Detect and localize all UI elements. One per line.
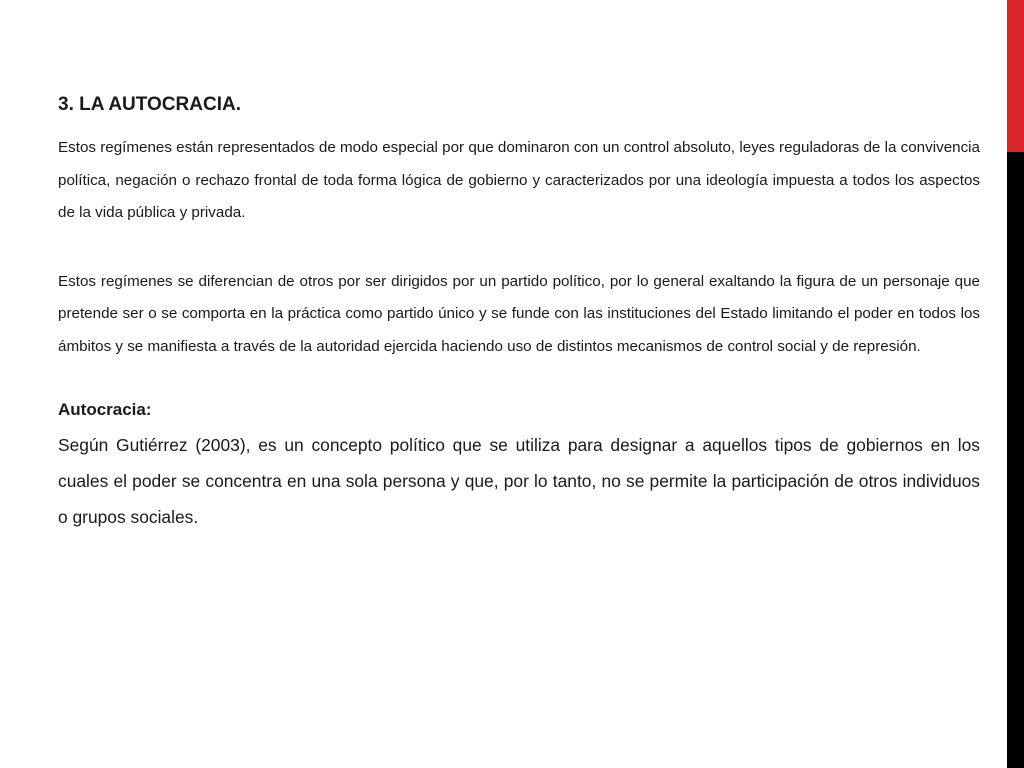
accent-bar-black-segment xyxy=(1007,152,1024,768)
paragraph-autocracy-definition: Según Gutiérrez (2003), es un concepto político que se utiliza para designar a aquellos tipos de gobiernos en los cuales el poder se concentra en una sola persona y que, por lo tanto, no se permite la participación de otros individuos o grupos sociales. xyxy=(58,435,980,527)
paragraph-regimes-differences: Estos regímenes se diferencian de otros por ser dirigidos por un partido político, por lo general exaltando la figura de un personaje que pretende ser o se comporta en la práctica como partido único y se funde con las instituciones del Estado limitando el poder en todos los ámbitos y se manifiesta a través de la autoridad ejercida haciendo uso de distintos mecanismos de control social y de represión. xyxy=(58,272,980,355)
side-accent-bar xyxy=(1007,0,1024,768)
autocracy-subheading: Autocracia: xyxy=(58,400,152,419)
slide-content xyxy=(58,90,980,535)
slide-title: 3. LA AUTOCRACIA. xyxy=(58,94,241,115)
paragraph-regimes-description: Estos regímenes están representados de modo especial por que dominaron con un control absoluto, leyes reguladoras de la convivencia política, negación o rechazo frontal de toda forma lógica de gobierno y caracterizados por una ideología impuesta a todos los aspectos de la vida pública y privada. xyxy=(58,139,980,221)
accent-bar-red-segment xyxy=(1007,0,1024,152)
